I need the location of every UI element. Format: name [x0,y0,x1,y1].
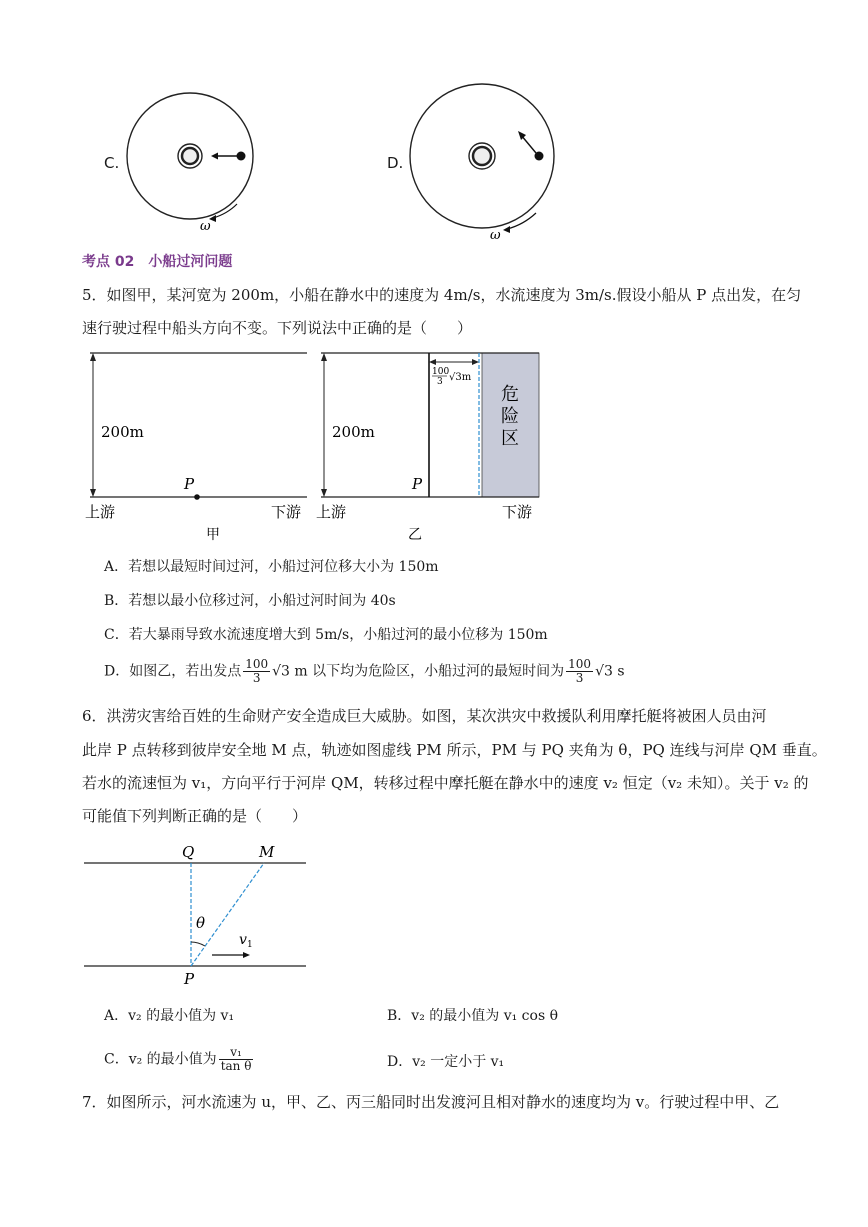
section-title: 考点 02 小船过河问题 [82,254,233,270]
q5-option-d: D．如图乙，若出发点 $\frac{100}{3}$ √3 m 以下均为危险区，小船过河的最短时间为 $\frac{100}{3}$ √3 s [104,657,625,685]
label-m: M [259,843,275,861]
label-p: P [184,970,195,988]
upstream-label: 上游 [85,503,116,521]
danger-char-3: 区 [501,428,519,449]
caption-jia: 甲 [206,527,220,543]
figure-disc-d [408,79,558,241]
axle-inner [473,147,491,165]
q5-option-c: C．若大暴雨导致水流速度增大到 5m/s，小船过河的最小位移为 150m [104,627,548,643]
q6-option-d: D．v₂ 一定小于 v₁ [387,1054,505,1070]
q6-option-b: B．v₂ 的最小值为 v₁ cos θ [387,1008,559,1024]
danger-char-1: 危 [501,384,519,405]
q6-option-a: A．v₂ 的最小值为 v₁ [104,1008,235,1024]
axle-inner [182,148,198,164]
q5-text-line2: 速行驶过程中船头方向不变。下列说法中正确的是（ ） [82,319,473,337]
width-label: 200m [332,423,375,441]
q6-option-c: C．v₂ 的最小值为 $\frac{\text{v₁}}{\text{tan θ}}$ [104,1045,252,1073]
p-label: P [412,475,423,493]
downstream-label: 下游 [271,503,302,521]
q5-text-line1: 5．如图甲，某河宽为 200m，小船在静水中的速度为 4m/s，水流速度为 3m/s.假设小船从 P 点出发，在匀 [82,286,802,304]
option-d-label: D. [387,154,404,172]
figure-jia [85,345,315,545]
omega-label: ω [490,228,501,241]
figure-yi [316,345,546,545]
distance-den: 3 [437,377,443,387]
upstream-label: 上游 [316,503,347,521]
distance-num: 100 [432,367,450,377]
p-label: P [184,475,195,493]
option-c-label: C. [104,154,120,172]
q5-option-b: B．若想以最小位移过河，小船过河时间为 40s [104,593,396,609]
angle-arc [191,942,205,946]
figure-q6 [82,838,312,990]
q6-text-line1: 6．洪涝灾害给百姓的生命财产安全造成巨大威胁。如图，某次洪灾中救援队利用摩托艇将被困人员由河 [82,707,767,725]
q5-option-a: A．若想以最短时间过河，小船过河位移大小为 150m [104,559,439,575]
figure-disc-c [125,84,265,234]
downstream-label: 下游 [502,503,533,521]
label-theta: θ [196,914,206,932]
label-v1: v [239,932,247,948]
q6-text-line4: 可能值下列判断正确的是（ ） [82,807,308,825]
q6-text-line2: 此岸 P 点转移到彼岸安全地 M 点，轨迹如图虚线 PM 所示，PM 与 PQ 夹角为 θ，PQ 连线与河岸 QM 垂直。 [82,741,827,759]
object-dot [237,152,246,161]
label-q: Q [182,843,195,861]
width-label: 200m [101,423,144,441]
caption-yi: 乙 [408,527,422,543]
omega-label: ω [200,219,211,234]
q6-text-line3: 若水的流速恒为 v₁，方向平行于河岸 QM，转移过程中摩托艇在静水中的速度 v₂ 恒定（v₂ 未知）。关于 v₂ 的 [82,774,809,792]
label-v1-sub: 1 [247,940,253,950]
rotation-arrow [213,204,237,218]
point-p [194,494,200,500]
distance-tail: √3m [449,372,472,383]
danger-char-2: 险 [501,406,519,427]
q7-text-line1: 7．如图所示，河水流速为 u，甲、乙、丙三船同时出发渡河且相对静水的速度均为 v。行驶过程中甲、乙 [82,1093,780,1111]
